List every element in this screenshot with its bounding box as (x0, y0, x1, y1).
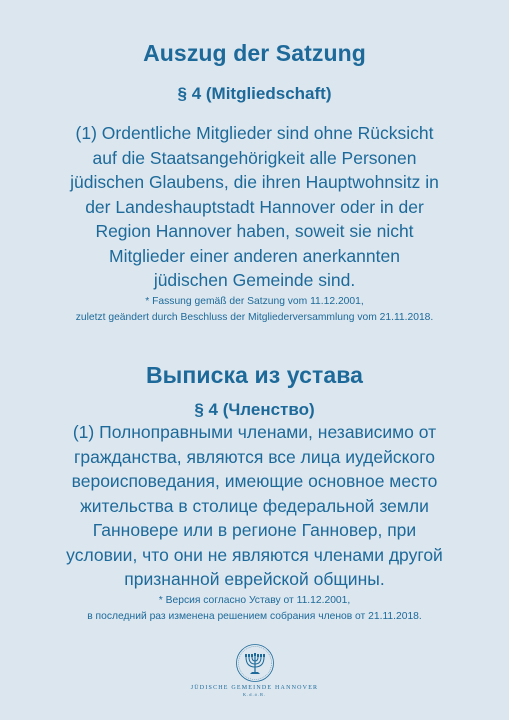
german-footnote (0, 294, 509, 326)
russian-paragraph (0, 420, 509, 592)
german-paragraph-line: auf die Staatsangehörigkeit alle Personen (92, 147, 417, 168)
russian-paragraph-line: (1) Полноправными членами, независимо от (72, 422, 437, 442)
russian-paragraph-line: признанной еврейской общины. (124, 569, 385, 589)
german-footnote-line: * Fassung gemäß der Satzung vom 11.12.2001, (145, 296, 364, 307)
russian-paragraph-line: Ганновере или в регионе Ганновер, при (92, 520, 417, 540)
community-name: JÜDISCHE GEMEINDE HANNOVER (190, 685, 319, 691)
german-title: Auszug der Satzung (143, 40, 366, 66)
russian-paragraph-line: вероисповедания, имеющие основное место (71, 471, 438, 491)
german-paragraph-line: der Landeshauptstadt Hannover oder in der (85, 196, 424, 217)
german-paragraph-line: (1) Ordentliche Mitglieder sind ohne Rücksicht (75, 123, 434, 143)
german-paragraph-line: Mitglieder einer anderen anerkannten (109, 245, 400, 266)
german-paragraph-line: Region Hannover haben, soweit sie nicht (95, 221, 414, 241)
german-paragraph-line: jüdischen Glaubens, die ihren Hauptwohnsitz in (70, 172, 439, 192)
german-footnote-line: zuletzt geändert durch Beschluss der Mitgliederversammlung vom 21.11.2018. (75, 312, 434, 323)
russian-section-heading: § 4 (Членство) (194, 400, 315, 419)
russian-paragraph-line: жительства в столице федеральной земли (80, 495, 429, 516)
russian-footnote-line: в последний раз изменена решением собрания членов от 21.11.2018. (87, 611, 422, 622)
community-logo (0, 643, 509, 697)
russian-footnote (0, 593, 509, 625)
menorah-emblem-icon (233, 643, 277, 683)
russian-footnote-line: * Версия согласно Уставу от 11.12.2001, (158, 595, 351, 606)
community-legal-form: K.d.ö.R. (242, 692, 267, 697)
russian-paragraph-line: гражданства, являются все лица иудейского (74, 446, 435, 467)
russian-title: Выписка из устава (145, 362, 364, 388)
german-section-heading: § 4 (Mitgliedschaft) (177, 84, 332, 103)
german-paragraph (0, 121, 509, 293)
german-paragraph-line: jüdischen Gemeinde sind. (153, 270, 356, 290)
russian-paragraph-line: условии, что они не являются членами другой (66, 544, 443, 565)
